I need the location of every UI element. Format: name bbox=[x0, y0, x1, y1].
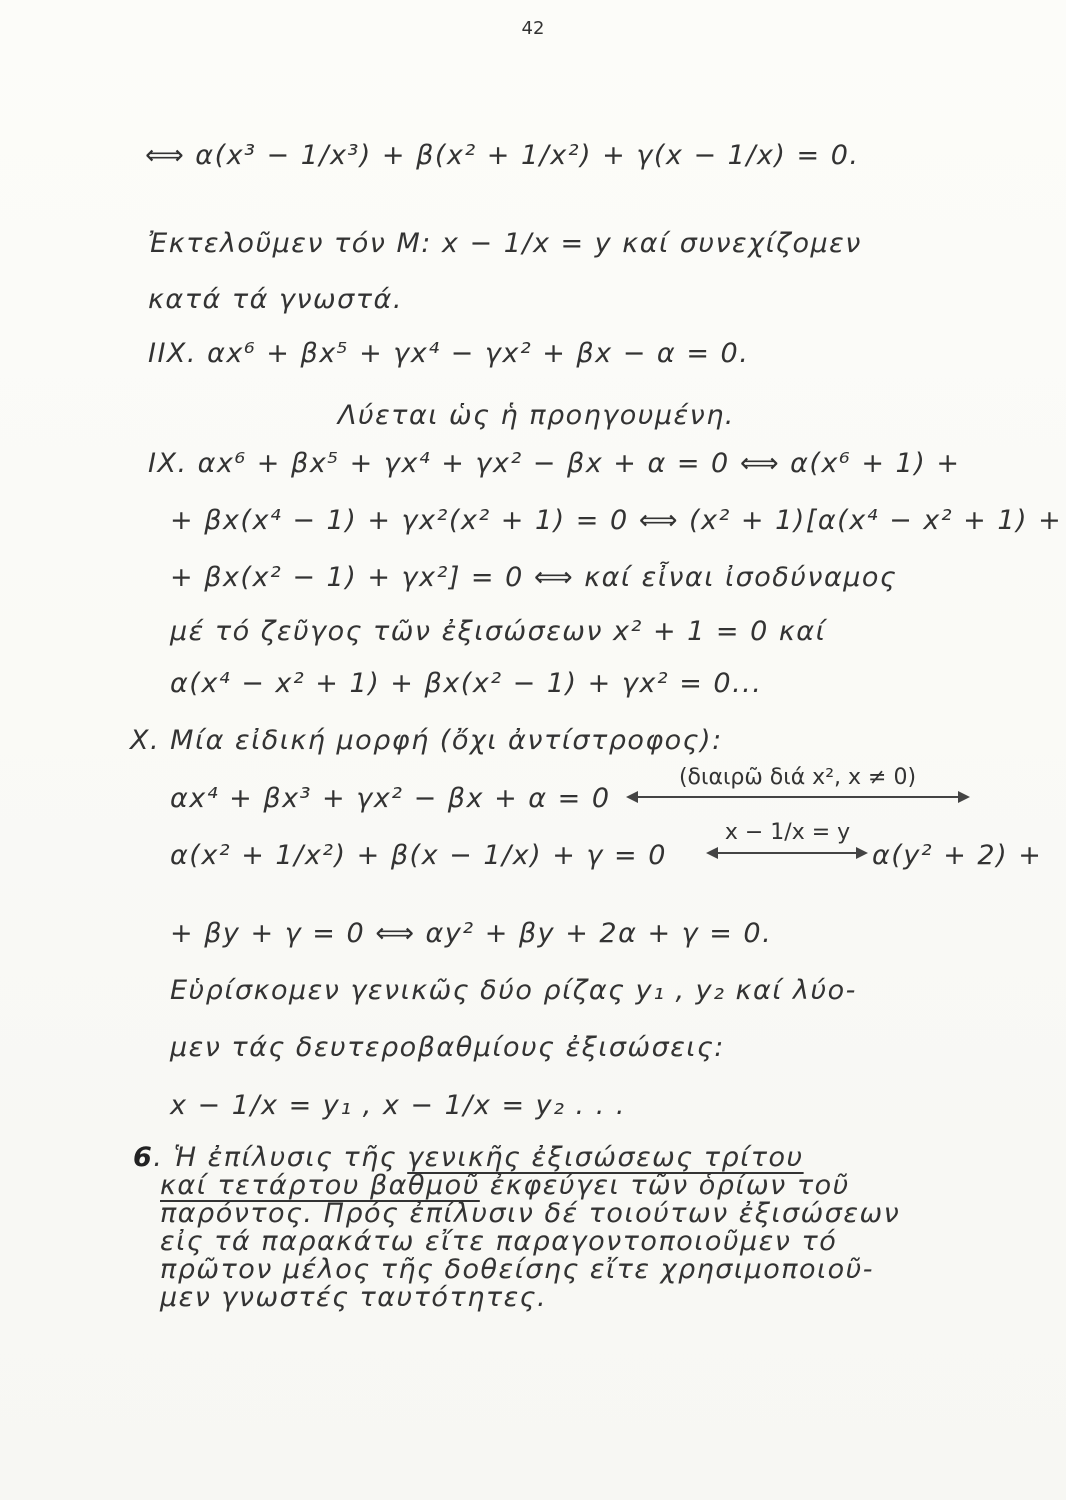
text-line-20: παρόντος. Πρός ἐπίλυσιν δέ τοιούτων ἐξισώσεων bbox=[160, 1198, 901, 1229]
text-line-21: εἰς τά παρακάτω εἴτε παραγοντοποιοῦμεν τό bbox=[160, 1226, 838, 1257]
double-arrow-12 bbox=[628, 796, 968, 798]
underlined-phrase-2: καί τετάρτου βαθμοῦ bbox=[160, 1170, 480, 1201]
equation-line-4: ΙΙΧ. αx⁶ + βx⁵ + γx⁴ − γx² + βx − α = 0. bbox=[148, 338, 750, 369]
text-line-19 bbox=[160, 1170, 850, 1201]
equation-line-13-end: α(y² + 2) + bbox=[872, 840, 1043, 871]
page-number: 42 bbox=[521, 18, 545, 39]
underlined-phrase-1: γενικῆς ἐξισώσεως τρίτου bbox=[407, 1142, 804, 1173]
text-line-11: Χ. Μία εἰδική μορφή (ὄχι ἀντίστροφος): bbox=[130, 725, 723, 756]
text-line-18a: Ἡ ἐπίλυσις τῆς bbox=[173, 1142, 398, 1173]
text-line-2: Ἐκτελοῦμεν τόν Μ: x − 1/x = y καί συνεχίζομεν bbox=[148, 228, 862, 259]
equation-line-10: α(x⁴ − x² + 1) + βx(x² − 1) + γx² = 0... bbox=[170, 668, 763, 699]
double-arrow-13 bbox=[708, 852, 866, 854]
text-line-22: πρῶτον μέλος τῆς δοθείσης εἴτε χρησιμοποιοῦ- bbox=[160, 1254, 875, 1285]
equation-line-8: + βx(x² − 1) + γx²] = 0 ⟺ καί εἶναι ἰσοδύναμος bbox=[170, 562, 898, 593]
equation-line-14: + βy + γ = 0 ⟺ αy² + βy + 2α + γ = 0. bbox=[170, 918, 773, 949]
equation-line-7: + βx(x⁴ − 1) + γx²(x² + 1) = 0 ⟺ (x² + 1)[α(x⁴ − x² + 1) + bbox=[170, 505, 1063, 536]
section-number: 6 bbox=[133, 1142, 154, 1173]
text-line-23: μεν γνωστές ταυτότητες. bbox=[160, 1282, 548, 1313]
text-line-19-rest: ἐκφεύγει τῶν ὁρίων τοῦ bbox=[479, 1170, 850, 1201]
equation-line-17: x − 1/x = y₁ , x − 1/x = y₂ . . . bbox=[170, 1090, 626, 1121]
equation-line-1: ⟺ α(x³ − 1/x³) + β(x² + 1/x²) + γ(x − 1/x) = 0. bbox=[145, 140, 860, 171]
equation-line-6: ΙΧ. αx⁶ + βx⁵ + γx⁴ + γx² − βx + α = 0 ⟺ α(x⁶ + 1) + bbox=[148, 448, 961, 479]
equation-line-12: αx⁴ + βx³ + γx² − βx + α = 0 bbox=[170, 783, 611, 814]
equation-line-13: α(x² + 1/x²) + β(x − 1/x) + γ = 0 bbox=[170, 840, 667, 871]
text-line-15: Εὑρίσκομεν γενικῶς δύο ρίζας y₁ , y₂ καί λύο- bbox=[170, 975, 857, 1006]
text-line-9: μέ τό ζεῦγος τῶν ἐξισώσεων x² + 1 = 0 καί bbox=[170, 616, 827, 647]
arrow-label-12: (διαιρῶ διά x², x ≠ 0) bbox=[678, 765, 917, 790]
text-line-16: μεν τάς δευτεροβαθμίους ἐξισώσεις: bbox=[170, 1032, 725, 1063]
text-line-3: κατά τά γνωστά. bbox=[148, 284, 403, 315]
text-line-5: Λύεται ὡς ἡ προηγουμένη. bbox=[338, 400, 735, 431]
section-number-dot: . bbox=[153, 1142, 164, 1173]
arrow-label-13: x − 1/x = y bbox=[724, 820, 851, 845]
text-line-18 bbox=[133, 1142, 804, 1173]
